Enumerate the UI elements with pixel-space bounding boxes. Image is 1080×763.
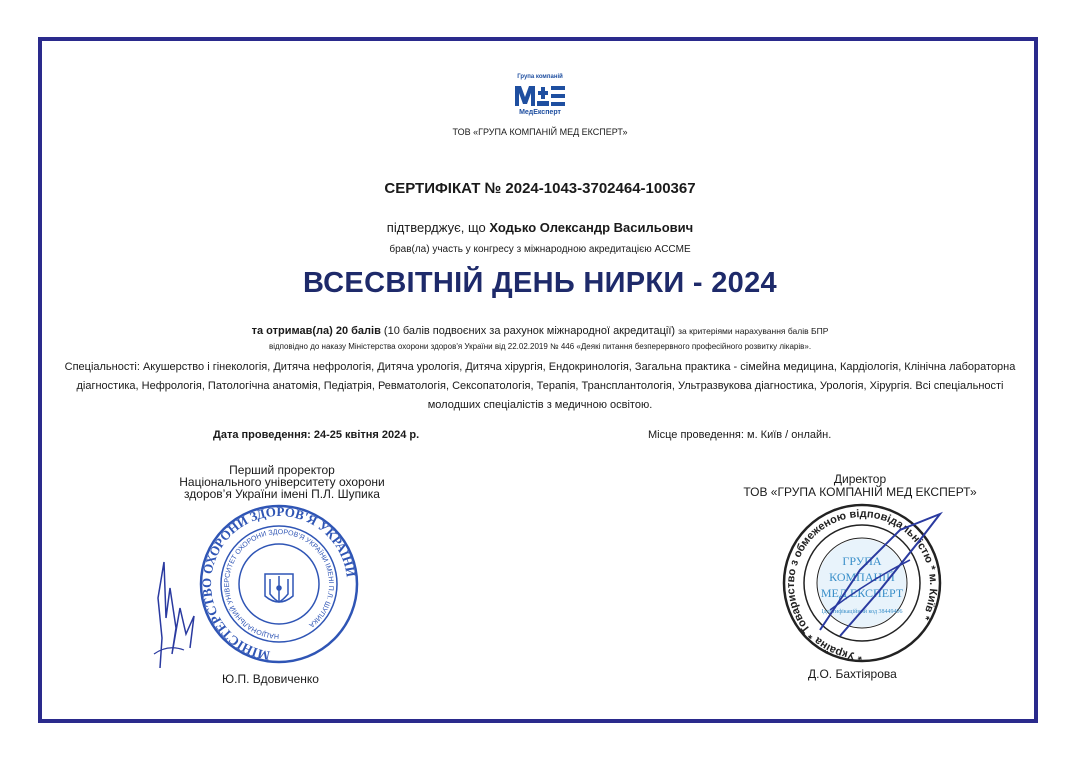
left-signatory-name: Ю.П. Вдовиченко	[222, 672, 319, 686]
company-line: ТОВ «ГРУПА КОМПАНІЙ МЕД ЕКСПЕРТ»	[452, 127, 628, 137]
svg-text:ГРУПА: ГРУПА	[842, 554, 882, 568]
order-line: відповідно до наказу Міністерства охорони здоров'я України від 22.02.2019 № 446 «Деякі питання безперервного професійного розвитку лікарів».	[268, 342, 812, 351]
medexpert-logo	[505, 74, 575, 120]
svg-text:НАЦІОНАЛЬНИЙ УНІВЕРСИТЕТ ОХОРО: НАЦІОНАЛЬНИЙ УНІВЕРСИТЕТ ОХОРОНИ ЗДОРОВ'Я УКРАЇНИ ІМЕНІ П.Л. ШУПИКА	[224, 528, 335, 640]
participated-line: брав(ла) участь у конгресу з міжнародною акредитацією ACCME	[389, 244, 691, 255]
confirms-line	[0, 220, 1080, 235]
left-title-line: Перший проректор	[229, 463, 335, 477]
points-small: за критеріями нарахування балів БПР	[678, 326, 829, 336]
points-bold: та отримав(ла) 20 балів	[251, 325, 381, 337]
logo-bottom-text: МедЕксперт	[519, 109, 561, 116]
right-signature	[800, 510, 950, 640]
event-date: Дата проведення: 24-25 квітня 2024 р.	[213, 429, 420, 441]
right-signatory-title	[710, 473, 1010, 499]
recipient-name: Ходько Олександр Васильович	[489, 220, 694, 235]
svg-text:Ідентифікаційний код 38449406: Ідентифікаційний код 38449406	[821, 609, 903, 615]
right-title-line: ТОВ «ГРУПА КОМПАНІЙ МЕД ЕКСПЕРТ»	[743, 485, 977, 499]
left-title-line: здоров’я України імені П.Л. Шупика	[184, 487, 380, 501]
left-signature	[150, 558, 200, 670]
confirms-prefix: підтверджує, що	[386, 220, 486, 235]
university-stamp	[197, 502, 361, 672]
svg-text:КОМПАНІЙ: КОМПАНІЙ	[829, 570, 895, 584]
certificate-number: СЕРТИФІКАТ № 2024-1043-3702464-100367	[384, 180, 696, 197]
right-signatory-name: Д.О. Бахтіярова	[808, 667, 897, 681]
left-title-line: Національного університету охорони	[179, 475, 385, 489]
logo-mark-icon	[513, 83, 567, 108]
points-normal: (10 балів подвоєних за рахунок міжнародної акредитації)	[383, 325, 676, 337]
event-title: ВСЕСВІТНІЙ ДЕНЬ НИРКИ - 2024	[303, 267, 777, 299]
trident-icon	[265, 574, 293, 602]
event-place: Місце проведення: м. Київ / онлайн.	[648, 429, 832, 441]
specialties-text: Спеціальності: Акушерство і гінекологія, Дитяча нефрологія, Дитяча урологія, Дитяча хірургія, Ендокринологія, Загальна практика - сімейна медицина, Кардіологія, Клінічна лабораторна діагностика, Нефрологія, Патологічна анатомія, Педіатрія, Ревматологія, Сексопатологія, Терапія, Трансплантологія, Ультразвукова діагностика, Урологія, Хірургія. Всі спеціальності молодших спеціалістів з медичною освітою.	[64, 361, 1016, 411]
svg-text:МІНІСТЕРСТВО ОХОРОНИ ЗДОРОВ'Я: МІНІСТЕРСТВО ОХОРОНИ ЗДОРОВ'Я УКРАЇНИ	[198, 503, 359, 664]
svg-text:МЕД ЕКСПЕРТ: МЕД ЕКСПЕРТ	[820, 586, 904, 600]
svg-text:* Україна * Товариство з обмеж: * Україна * Товариство з обмеженою відповідальністю * м. Київ *	[785, 507, 940, 663]
logo-top-text: Група компаній	[517, 74, 563, 80]
points-line	[0, 325, 1080, 337]
left-signatory-title	[150, 464, 414, 500]
right-title-line: Директор	[833, 472, 887, 486]
